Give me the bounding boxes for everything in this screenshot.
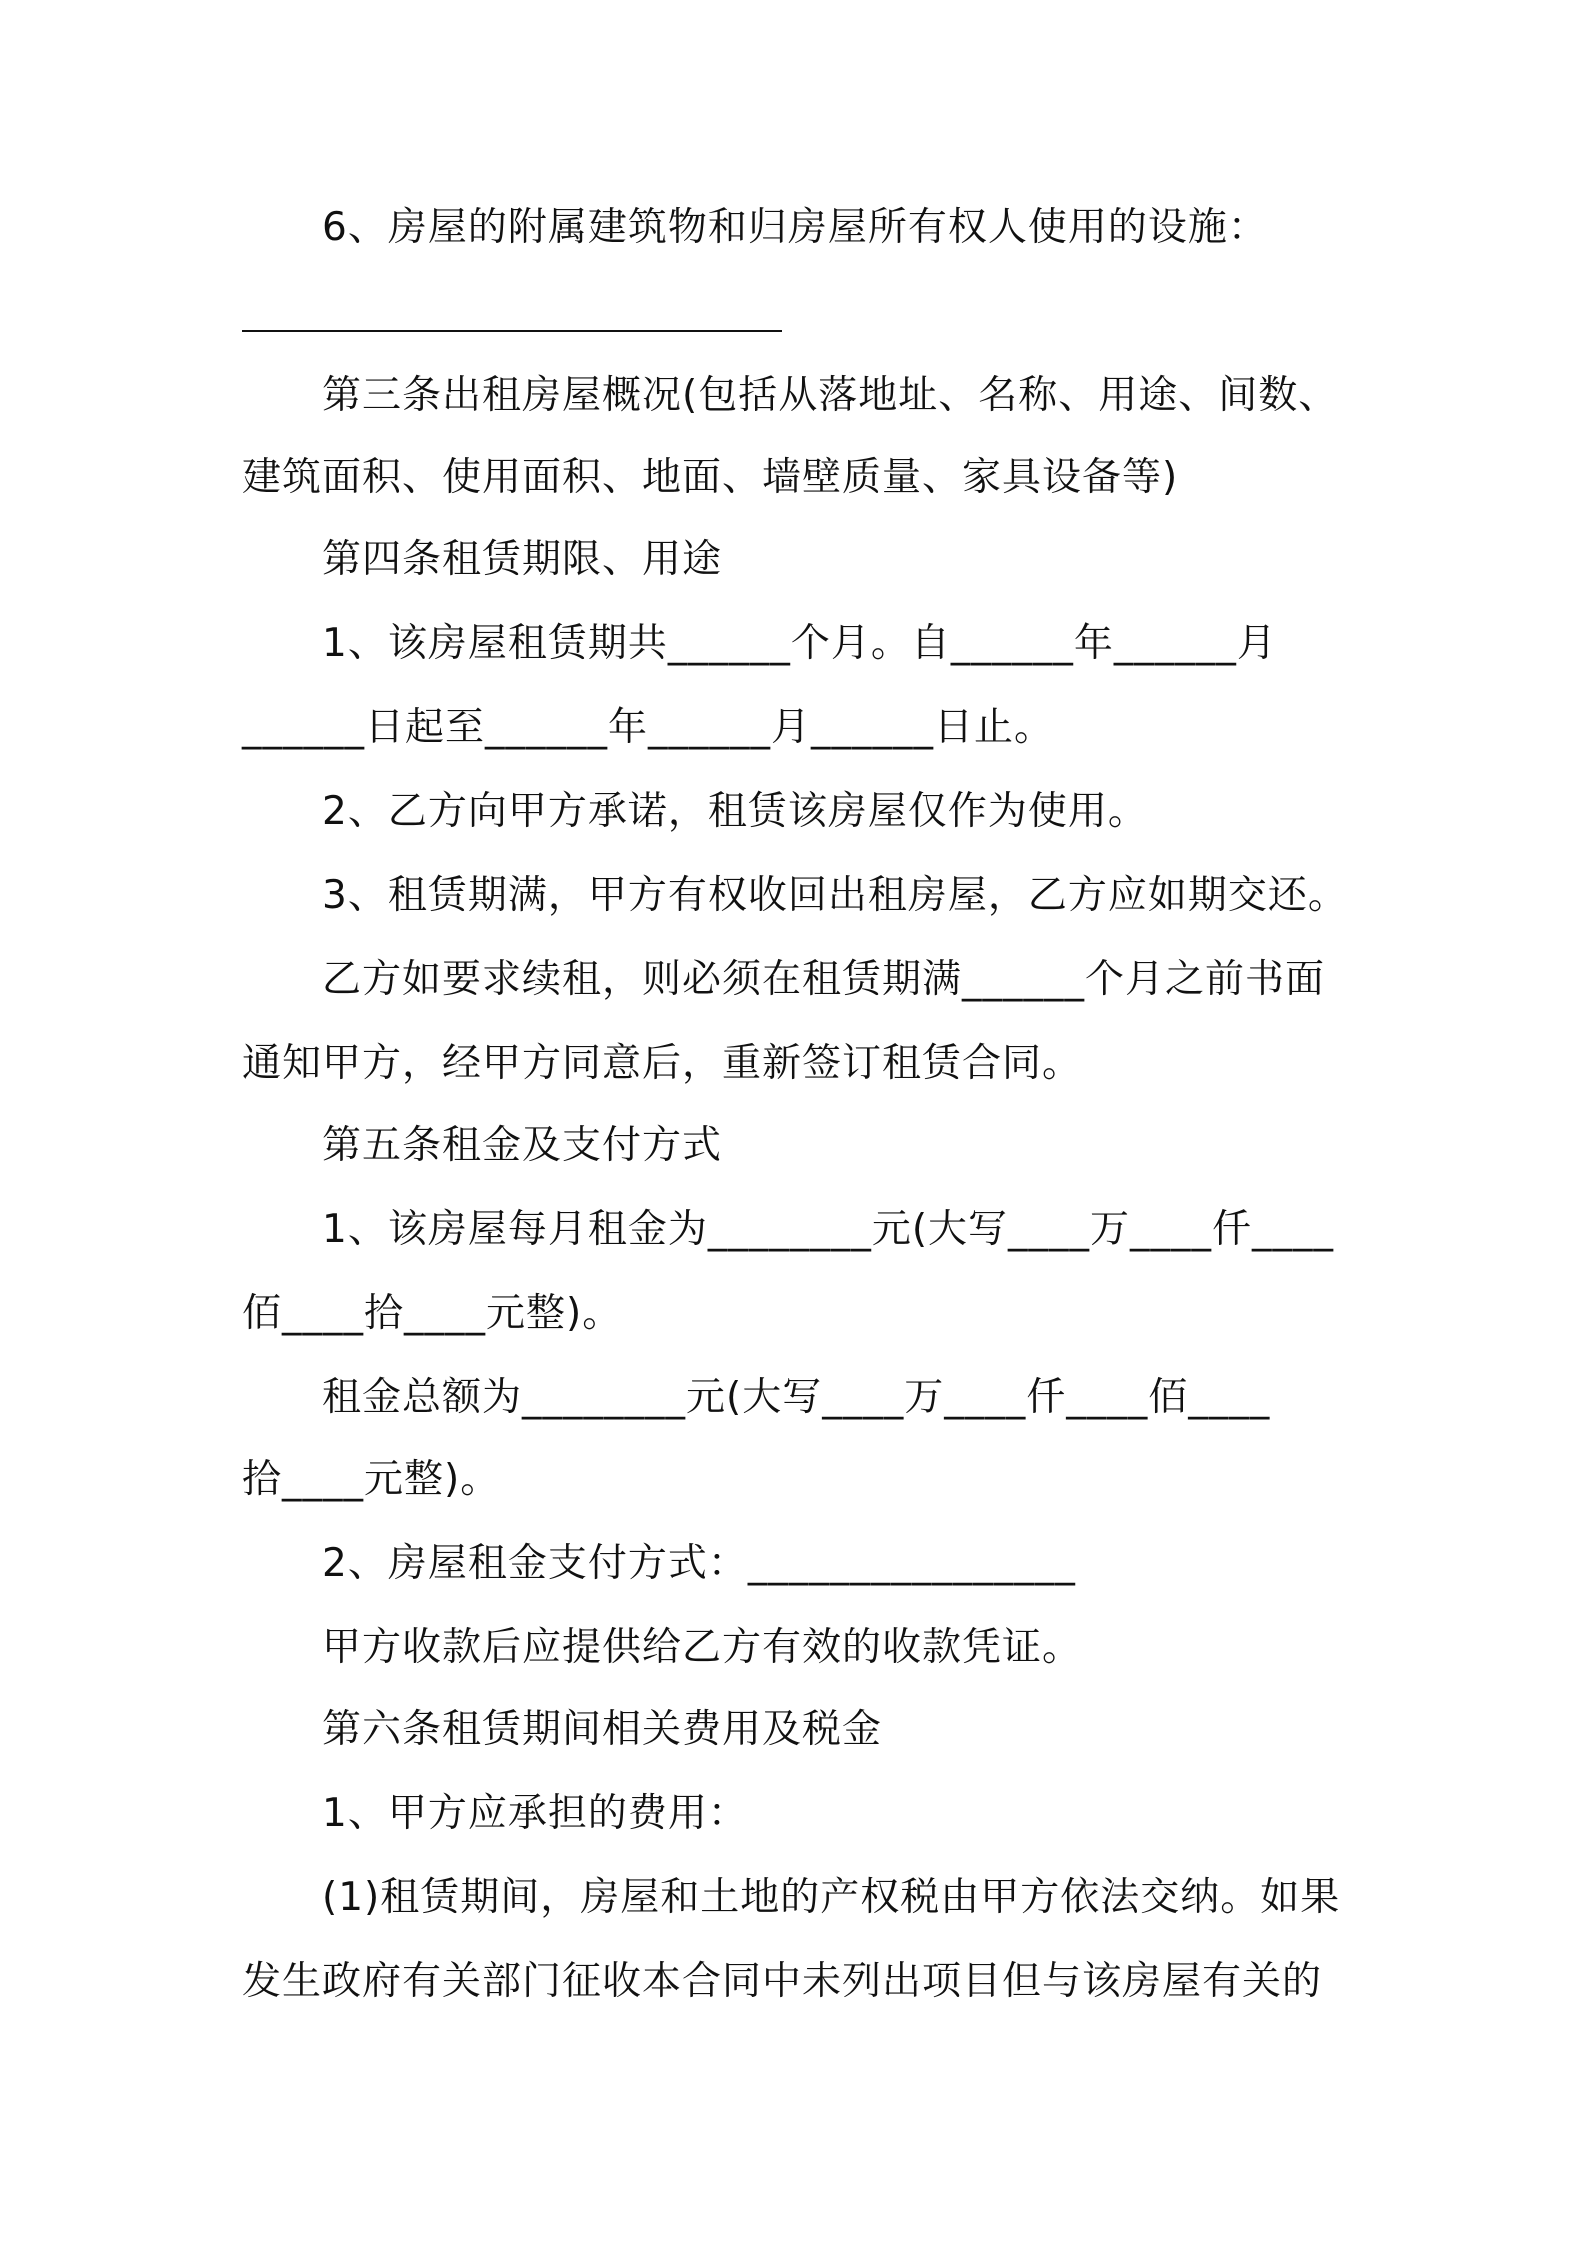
article-6-item-1-sub-1-continuation: 发生政府有关部门征收本合同中未列出项目但与该房屋有关的 bbox=[242, 1959, 1323, 2004]
renewal-paragraph-continuation: 通知甲方，经甲方同意后，重新签订租赁合同。 bbox=[242, 1041, 1083, 1086]
total-rent-line: 租金总额为________元(大写____万____仟____佰____ bbox=[322, 1375, 1271, 1420]
article-6-item-1: 1、甲方应承担的费用： bbox=[322, 1791, 748, 1836]
receipt-requirement: 甲方收款后应提供给乙方有效的收款凭证。 bbox=[322, 1625, 1083, 1670]
renewal-paragraph: 乙方如要求续租，则必须在租赁期满______个月之前书面 bbox=[322, 957, 1326, 1002]
article-5-item-1-continuation: 佰____拾____元整)。 bbox=[242, 1291, 623, 1336]
article-5-heading: 第五条租金及支付方式 bbox=[322, 1123, 723, 1168]
article-4-item-3: 3、租赁期满，甲方有权收回出租房屋，乙方应如期交还。 bbox=[322, 873, 1348, 918]
article-4-item-2: 2、乙方向甲方承诺，租赁该房屋仅作为使用。 bbox=[322, 789, 1148, 834]
article-4-item-1: 1、该房屋租赁期共______个月。自______年______月 bbox=[322, 621, 1277, 666]
article-5-item-1: 1、该房屋每月租金为________元(大写____万____仟____ bbox=[322, 1207, 1335, 1252]
total-rent-continuation: 拾____元整)。 bbox=[242, 1457, 501, 1502]
article-6-item-1-sub-1: (1)租赁期间，房屋和土地的产权税由甲方依法交纳。如果 bbox=[322, 1875, 1341, 1920]
article-3-heading: 第三条出租房屋概况(包括从落地址、名称、用途、间数、 bbox=[322, 373, 1339, 418]
article-4-heading: 第四条租赁期限、用途 bbox=[322, 537, 723, 582]
clause-6-facilities: 6、房屋的附属建筑物和归房屋所有权人使用的设施： bbox=[322, 205, 1268, 250]
fill-in-blank-line bbox=[242, 330, 782, 332]
article-6-heading: 第六条租赁期间相关费用及税金 bbox=[322, 1707, 883, 1752]
article-4-item-1-continuation: ______日起至______年______月______日止。 bbox=[242, 705, 1055, 750]
article-3-continuation: 建筑面积、使用面积、地面、墙壁质量、家具设备等) bbox=[242, 455, 1179, 500]
article-5-item-2: 2、房屋租金支付方式：________________ bbox=[322, 1541, 1076, 1586]
